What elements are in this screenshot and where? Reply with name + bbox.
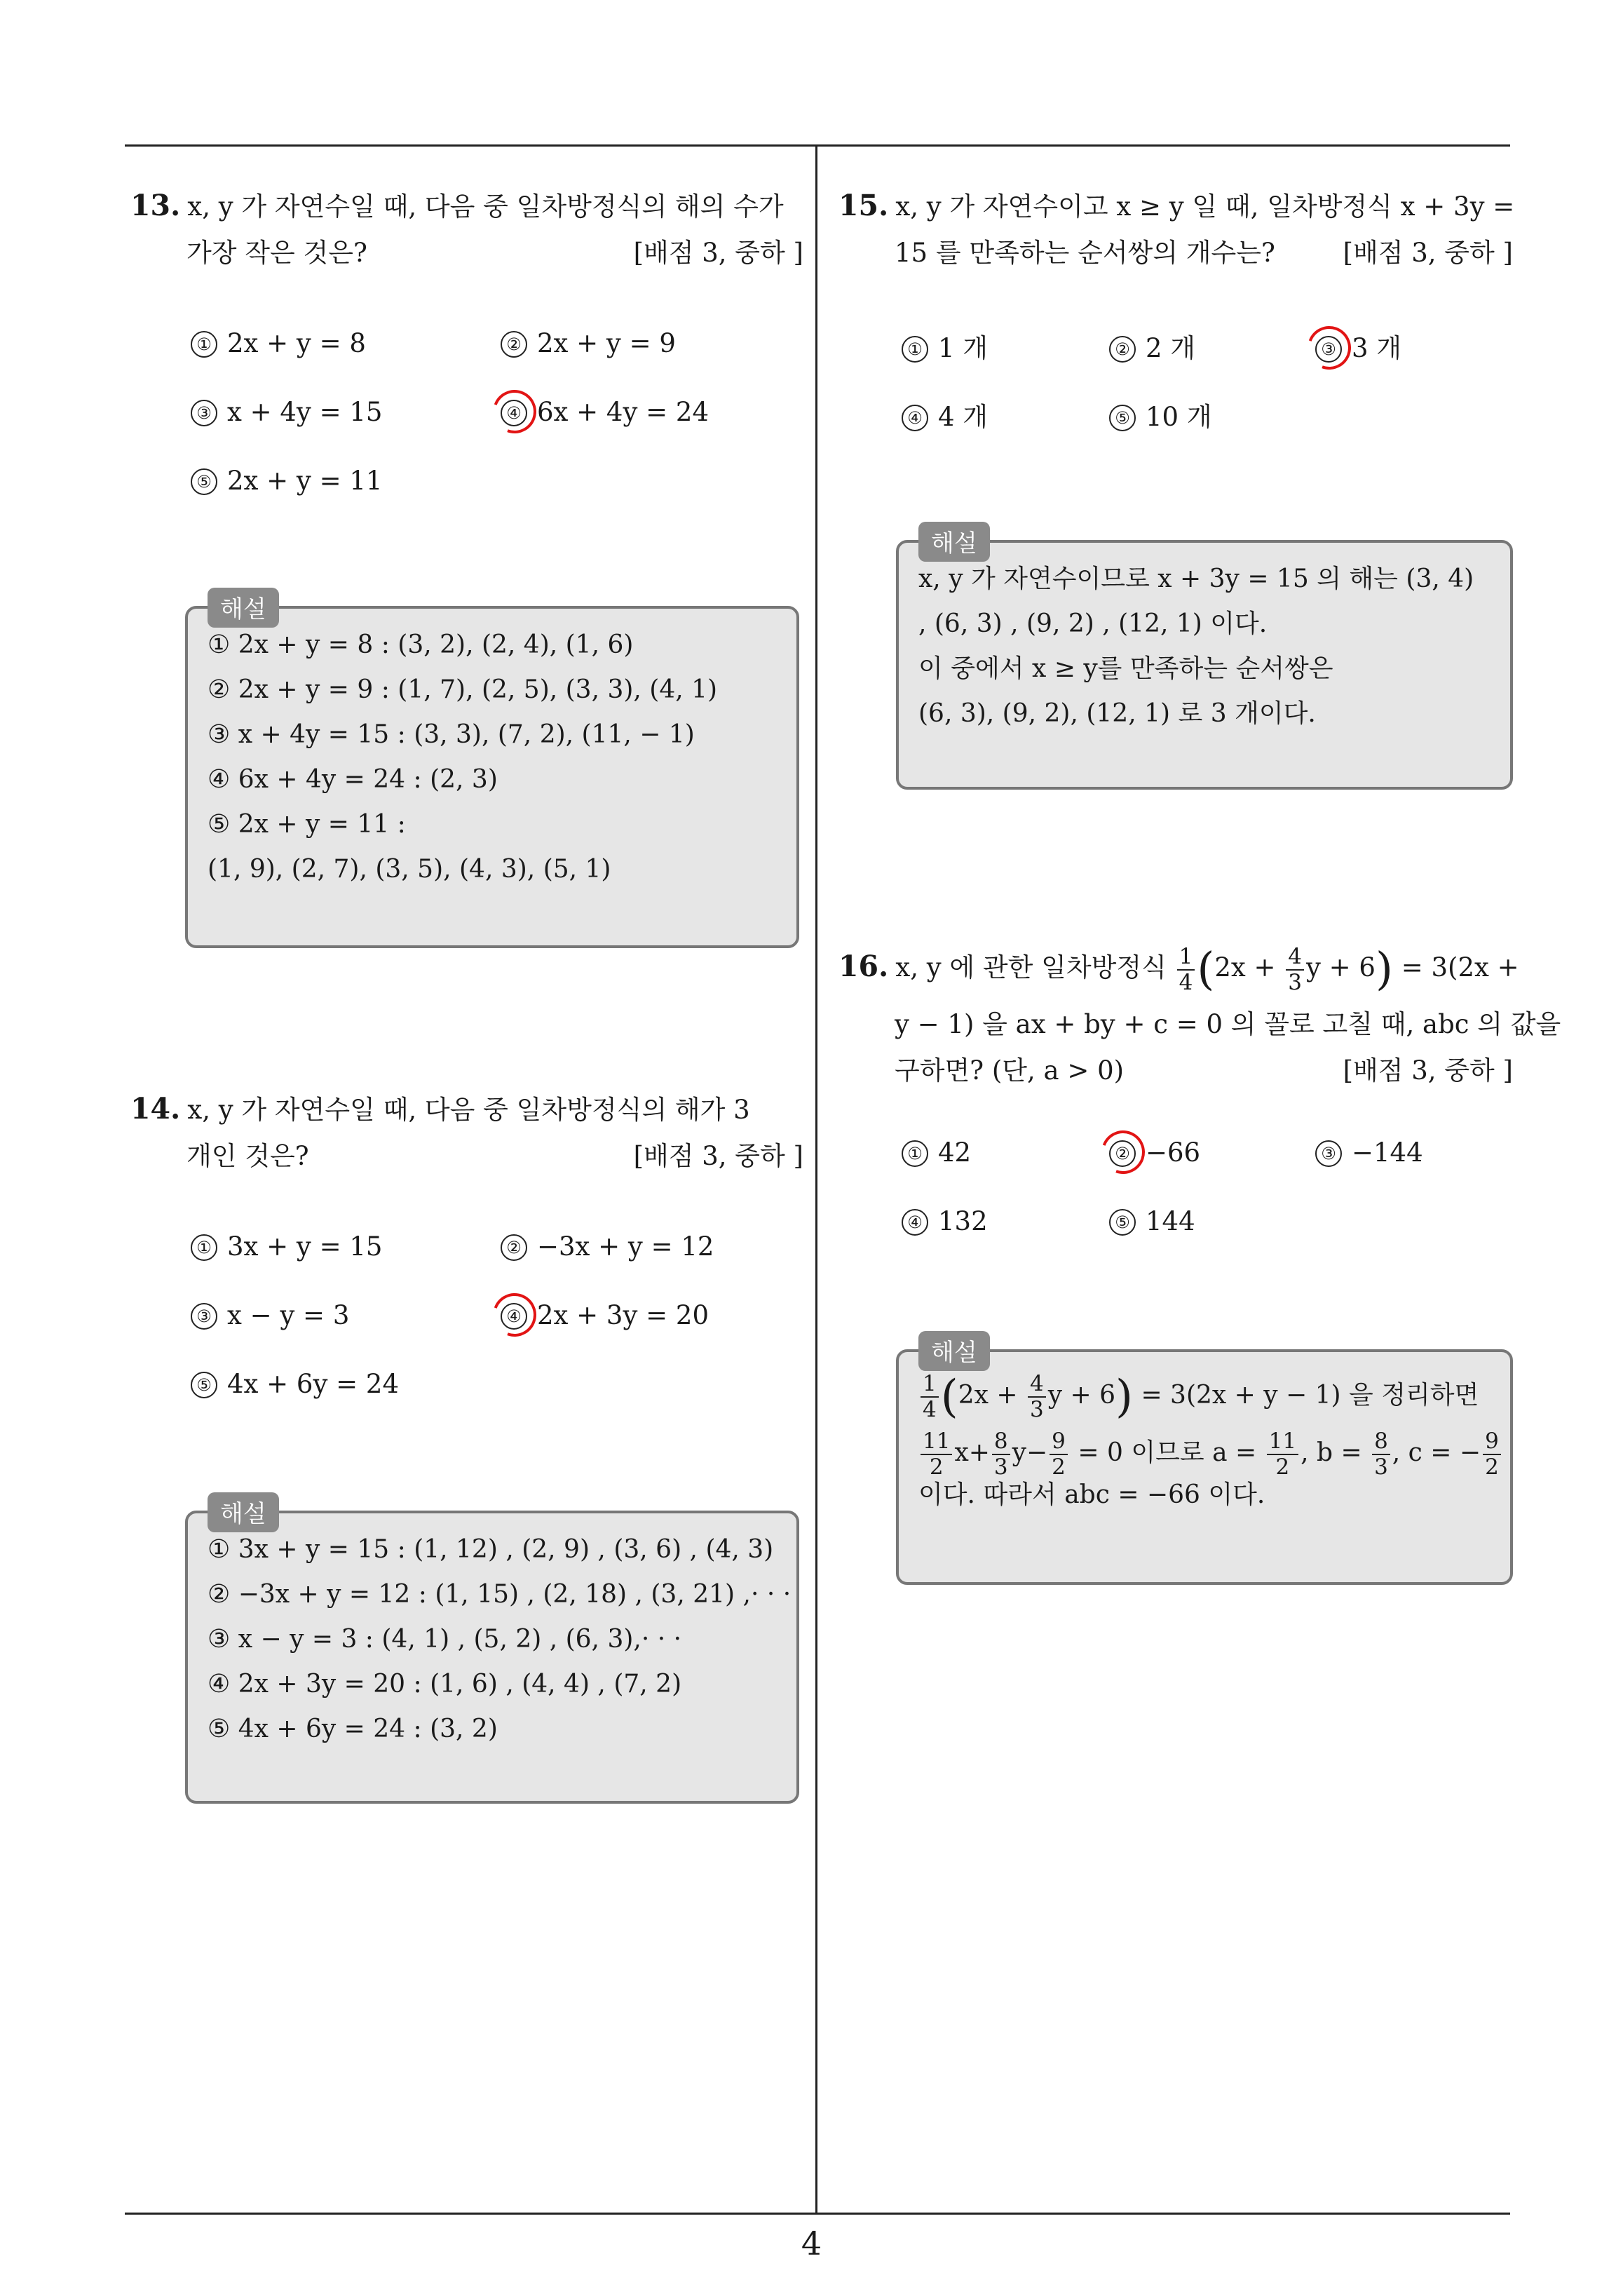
choice-2[interactable] (501, 328, 676, 358)
choice-1[interactable] (902, 327, 988, 365)
answer-mark-icon (1315, 333, 1352, 363)
choice-number: ② (1109, 336, 1136, 363)
choice-number: ④ (902, 405, 928, 431)
solution-line: (6, 3), (9, 2), (12, 1) 로 3 개이다. (918, 699, 1316, 728)
solution-tag: 해설 (208, 1492, 279, 1532)
choice-5[interactable] (1109, 1206, 1195, 1236)
solution-line: ③ x + 4y = 15 : (3, 3), (7, 2), (11, − 1) (208, 720, 695, 749)
fraction: $\frac{1}{4}$ (921, 1373, 939, 1421)
choice-text: 6x + 4y = 24 (537, 397, 709, 427)
choice-3[interactable] (1315, 1137, 1423, 1168)
solution-tag: 해설 (208, 588, 279, 628)
solution-line: , (6, 3) , (9, 2) , (12, 1) 이다. (918, 609, 1268, 638)
choice-text: −3x + y = 12 (537, 1231, 714, 1262)
choice-number: ③ (191, 400, 217, 426)
choice-text: 1 개 (938, 333, 989, 363)
choice-number: ④ (501, 400, 527, 426)
column-divider (815, 144, 817, 2213)
solution-line: ③ x − y = 3 : (4, 1) , (5, 2) , (6, 3),· · · (208, 1625, 682, 1654)
choice-2[interactable] (1109, 1137, 1200, 1168)
fraction: $\frac{9}{2}$ (1483, 1431, 1501, 1478)
choice-text: 2x + 3y = 20 (537, 1300, 709, 1330)
score-meta: [배점 3, 중하 ] (633, 238, 803, 268)
choice-text: 2x + y = 9 (537, 328, 676, 358)
choice-text: x − y = 3 (227, 1300, 350, 1330)
question-number: 15. (838, 189, 889, 222)
choice-text: 2 개 (1146, 333, 1196, 363)
fraction: $\frac{9}{2}$ (1050, 1431, 1068, 1478)
question-text: 15 를 만족하는 순서쌍의 개수는? (895, 238, 1275, 268)
choice-1[interactable] (191, 328, 366, 358)
question-number: 13. (130, 189, 181, 222)
question-text: x, y 가 자연수이고 x ≥ y 일 때, 일차방정식 x + 3y = (895, 191, 1515, 222)
choice-number: ② (1109, 1140, 1136, 1167)
choice-5[interactable] (191, 1369, 399, 1399)
choice-text: −144 (1352, 1137, 1423, 1168)
choice-text: 2x + y = 11 (227, 466, 383, 496)
question-number: 14. (130, 1092, 181, 1126)
fraction: $\frac{1}{4}$ (1177, 946, 1195, 994)
score-meta: [배점 3, 중하 ] (1343, 238, 1513, 268)
solution-line: 이다. 따라서 abc = −66 이다. (918, 1480, 1265, 1509)
question-13 (130, 182, 803, 276)
choice-text: 10 개 (1146, 402, 1212, 432)
solution-box (896, 529, 1513, 790)
choice-number: ③ (1315, 336, 1342, 363)
solution-line: ① 2x + y = 8 : (3, 2), (2, 4), (1, 6) (208, 630, 634, 659)
choice-number: ② (501, 1234, 527, 1261)
choice-text: 2x + y = 8 (227, 328, 366, 358)
top-rule (125, 144, 1510, 147)
choice-number: ① (191, 1234, 217, 1261)
solution-line: (1, 9), (2, 7), (3, 5), (4, 3), (5, 1) (208, 855, 611, 884)
choice-text: 132 (938, 1206, 988, 1236)
choice-text: 144 (1146, 1206, 1195, 1236)
solution-line: ④ 2x + 3y = 20 : (1, 6) , (4, 4) , (7, 2) (208, 1670, 682, 1699)
score-meta: [배점 3, 중하 ] (1343, 1055, 1513, 1086)
choice-text: 42 (938, 1137, 972, 1168)
choice-text: x + 4y = 15 (227, 397, 383, 427)
solution-line: 이 중에서 x ≥ y를 만족하는 순서쌍은 (918, 654, 1333, 683)
solution-line: ① 3x + y = 15 : (1, 12) , (2, 9) , (3, 6) , (4, 3) (208, 1535, 774, 1564)
question-number: 16. (838, 950, 889, 983)
choice-text: −66 (1146, 1137, 1201, 1168)
question-text: 가장 작은 것은? (186, 238, 367, 268)
fraction: $\frac{11}{2}$ (921, 1431, 952, 1478)
solution-line: $\frac{1}{4}$ (2x + $\frac{4}{3}$ y + 6) = 3(2x + y − 1) 을 정리하면 (918, 1366, 1490, 1425)
choice-number: ① (902, 336, 928, 363)
solution-box (185, 595, 799, 948)
solution-box (896, 1339, 1513, 1585)
solution-line: $\frac{11}{2}$ x+ $\frac{8}{3}$ y− $\frac{9}{2}$ = 0 이므로 a = $\frac{11}{2}$ , b = $\frac{8}{3}$ , c = − $\frac{9}{2}$ (918, 1425, 1490, 1481)
solution-box (185, 1500, 799, 1804)
choice-number: ① (191, 331, 217, 358)
choice-4[interactable] (501, 1300, 709, 1330)
choice-text: 3x + y = 15 (227, 1231, 383, 1262)
question-15 (838, 182, 1513, 276)
choice-text: 4 개 (938, 402, 989, 432)
fraction: $\frac{8}{3}$ (992, 1431, 1010, 1478)
solution-tag: 해설 (918, 522, 990, 562)
score-meta: [배점 3, 중하 ] (633, 1141, 803, 1171)
choice-4[interactable] (501, 397, 709, 427)
choice-number: ⑤ (1109, 405, 1136, 431)
question-text: y − 1) 을 ax + by + c = 0 의 꼴로 고칠 때, abc 의 값을 (895, 1009, 1561, 1039)
question-text: x, y 가 자연수일 때, 다음 중 일차방정식의 해가 3 (187, 1095, 750, 1125)
solution-line: ② −3x + y = 12 : (1, 15) , (2, 18) , (3, 21) ,· · · (208, 1580, 792, 1609)
choice-4[interactable] (902, 1206, 988, 1236)
choice-text: 3 개 (1352, 333, 1402, 363)
question-16: 16. x, y 에 관한 일차방정식 $\frac{1}{4}$ (2x + $\frac{4}{3}$ y + 6) = 3(2x + y − 1) 을 ax + by + c = 0 의 꼴로 고칠 때, abc 의 값을 구하면? (단, a > 0) [배점 3, 중하 ] (838, 933, 1513, 1094)
choice-1[interactable] (902, 1137, 971, 1168)
solution-tag: 해설 (918, 1331, 990, 1371)
choice-number: ② (501, 331, 527, 358)
choice-number: ⑤ (1109, 1209, 1136, 1236)
question-text: 개인 것은? (186, 1141, 309, 1171)
choice-3[interactable] (191, 397, 382, 427)
choice-3[interactable] (1315, 327, 1401, 365)
choice-2[interactable] (501, 1231, 714, 1262)
fraction: $\frac{8}{3}$ (1372, 1431, 1390, 1478)
choice-number: ④ (501, 1303, 527, 1330)
question-text: 구하면? (단, a > 0) (895, 1055, 1125, 1086)
answer-mark-icon (501, 397, 537, 427)
question-text: x, y 에 관한 일차방정식 (895, 952, 1167, 982)
choice-number: ⑤ (191, 1372, 217, 1398)
question-text: x, y 가 자연수일 때, 다음 중 일차방정식의 해의 수가 (187, 191, 784, 222)
choice-3[interactable] (191, 1300, 349, 1330)
solution-line: x, y 가 자연수이므로 x + 3y = 15 의 해는 (3, 4) (918, 565, 1474, 593)
fraction: $\frac{11}{2}$ (1267, 1431, 1298, 1478)
choice-number: ⑤ (191, 468, 217, 495)
answer-mark-icon (501, 1300, 537, 1330)
solution-line: ⑤ 2x + y = 11 : (208, 810, 406, 839)
fraction: $\frac{4}{3}$ (1286, 946, 1304, 994)
choice-2[interactable] (1109, 327, 1195, 365)
solution-line: ② 2x + y = 9 : (1, 7), (2, 5), (3, 3), (4, 1) (208, 675, 718, 704)
page-number: 4 (801, 2224, 822, 2262)
choice-text: 4x + 6y = 24 (227, 1369, 399, 1399)
choice-number: ③ (1315, 1140, 1342, 1167)
fraction: $\frac{4}{3}$ (1028, 1373, 1046, 1421)
choice-5[interactable] (191, 466, 382, 496)
solution-line: ⑤ 4x + 6y = 24 : (3, 2) (208, 1715, 498, 1743)
bottom-rule (125, 2213, 1510, 2215)
choice-1[interactable] (191, 1231, 382, 1262)
question-14 (130, 1086, 803, 1180)
choice-number: ③ (191, 1303, 217, 1330)
solution-line: ④ 6x + 4y = 24 : (2, 3) (208, 765, 498, 794)
choice-number: ④ (902, 1209, 928, 1236)
choice-4[interactable] (902, 396, 988, 433)
answer-mark-icon (1109, 1137, 1146, 1168)
choice-number: ① (902, 1140, 928, 1167)
choice-5[interactable] (1109, 396, 1212, 433)
